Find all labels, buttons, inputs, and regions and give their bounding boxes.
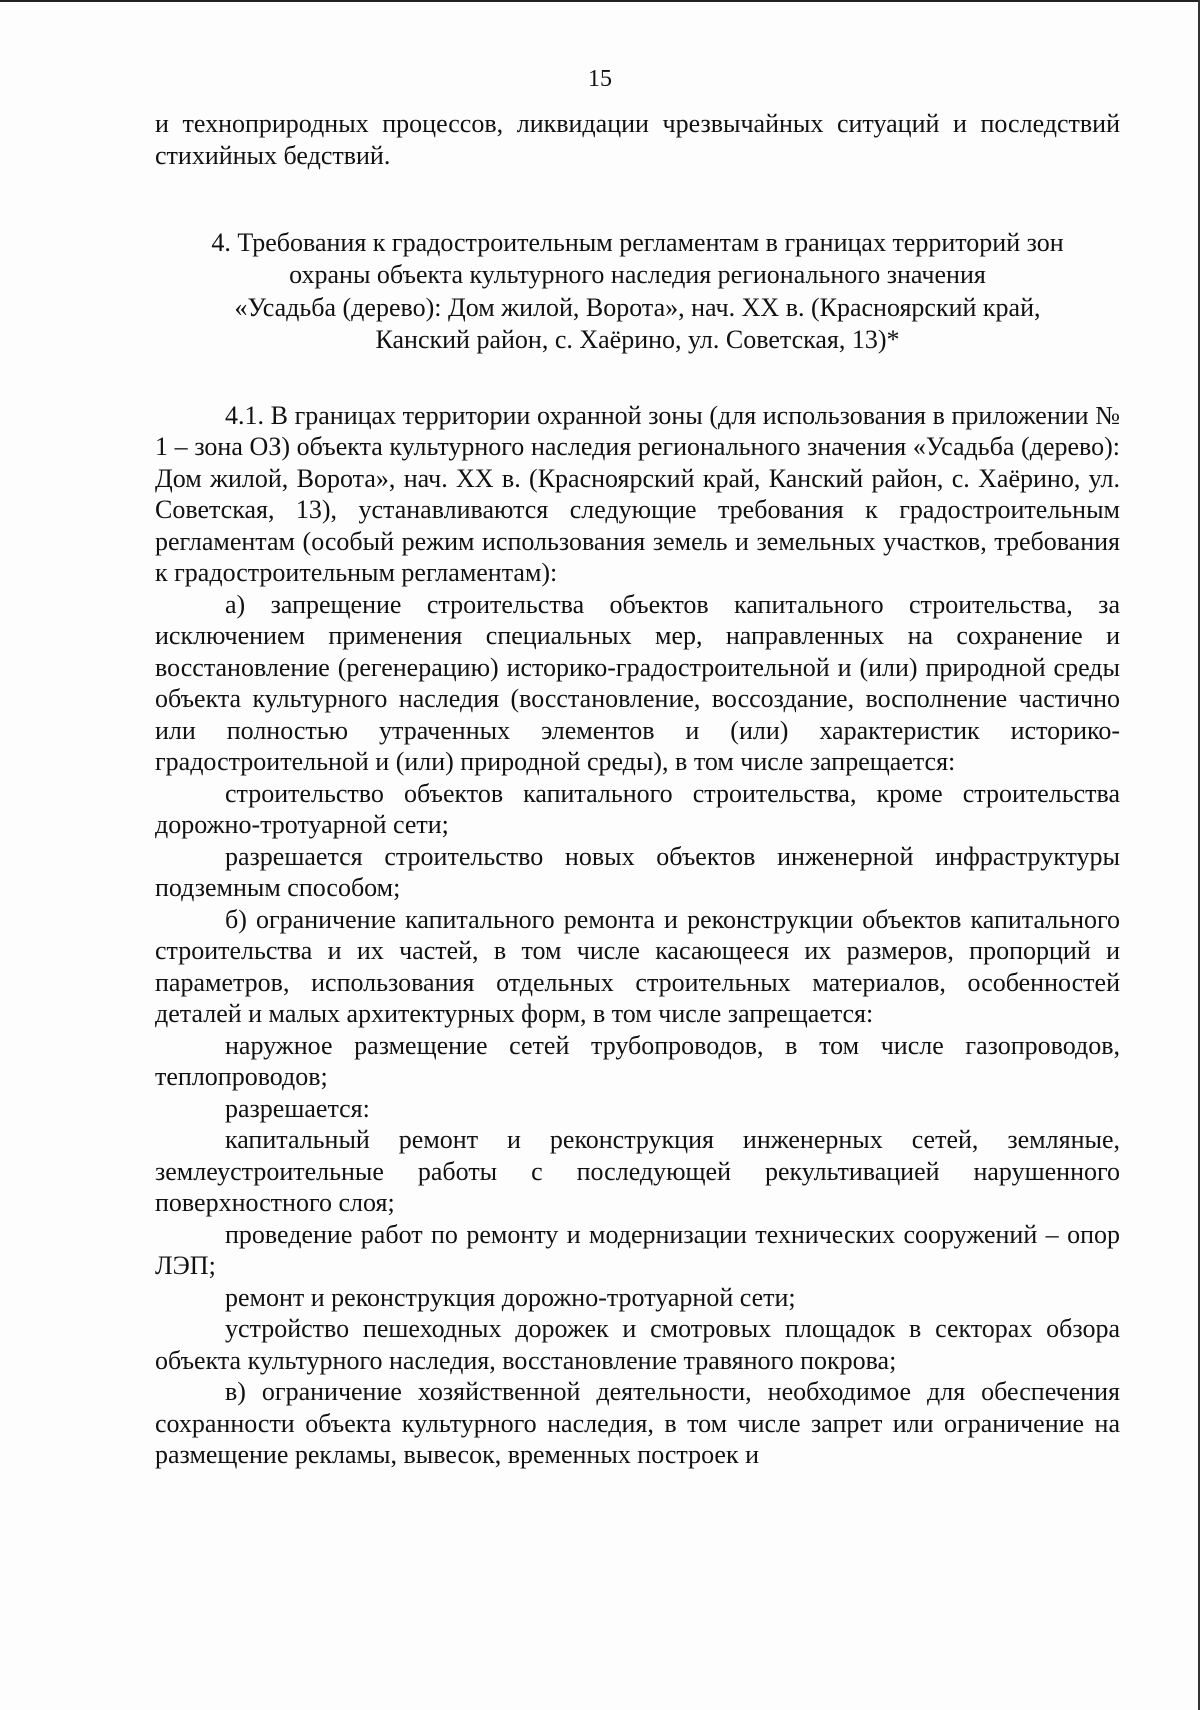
paragraph-b-permitted-3: ремонт и реконструкция дорожно-тротуарной сети; [225,1282,796,1312]
paragraph-b-permitted-4: устройство пешеходных дорожек и смотровых площадок в секторах обзора объекта культурного наследия, восстановление травяного покрова; [155,1314,1120,1375]
paragraph-b-permitted-2: проведение работ по ремонту и модернизации технических сооружений – опор ЛЭП; [155,1219,1120,1281]
page-number: 15 [588,66,612,92]
section-heading-line: «Усадьба (дерево): Дом жилой, Ворота», нач. XX в. (Красноярский край, [234,292,1041,322]
section-heading-line: 4. Требования к градостроительным регламентам в границах территорий зон [211,228,1064,257]
document-body [155,108,1120,1471]
paragraph-item-v: в) ограничение хозяйственной деятельности, необходимое для обеспечения сохранности объекта культурного наследия, в том числе запрет или ограничение на размещение рекламы, вывесок, временных построек и [155,1377,1120,1470]
paragraph-a-permission: разрешается строительство новых объектов инженерной инфраструктуры подземным способом; [155,841,1120,903]
intro-paragraph: и технoприродных процессов, ликвидации чрезвычайных ситуаций и последствий стихийных бедствий. [155,109,1120,170]
paragraph-item-a: а) запрещение строительства объектов капитального строительства, за исключением применения специальных мер, направленных на сохранение и восстановление (регенерацию) историко-градостроительной и (или) природной среды объекта культурного наследия (восстановление, воссоздание, восполнение частично или полностью утраченных элементов и (или) характеристик историко-градостроительной и (или) природной среды), в том числе запрещается: [155,589,1120,777]
section-heading-line: охраны объекта культурного наследия регионального значения [289,260,986,290]
paragraph-b-permitted-1: капитальный ремонт и реконструкция инженерных сетей, земляные, землеустроительные работы с последующей рекультивацией нарушенного поверхностного слоя; [155,1125,1120,1218]
section-heading [155,227,1120,357]
paragraph-item-b: б) ограничение капитального ремонта и реконструкции объектов капитального строительства и их частей, в том числе касающееся их размеров, пропорций и параметров, использования отдельных строительных материалов, особенностей деталей и малых архитектурных форм, в том числе запрещается: [155,904,1120,1029]
scan-edge-top [0,0,1200,2]
paragraph-b-prohibition: наружное размещение сетей трубопроводов, в том числе газопроводов, теплопроводов; [155,1030,1120,1092]
paragraph-a-prohibition: строительство объектов капитального строительства, кроме строительства дорожно-тротуарной сети; [155,778,1120,840]
paragraph-b-permitted-heading: разрешается: [225,1093,370,1123]
paragraph-4-1: 4.1. В границах территории охранной зоны (для использования в приложении № 1 – зона ОЗ) объекта культурного наследия регионального значения «Усадьба (дерево): Дом жилой, Ворота», нач. XX в. (Красноярский край, Канский район, с. Хаёрино, ул. Советская, 13), устанавливаются следующие требования к градостроительным регламентам (особый режим использования земель и земельных участков, требования к градостроительным регламентам): [155,400,1120,588]
section-heading-line: Канский район, с. Хаёрино, ул. Советская, 13)* [375,325,900,355]
